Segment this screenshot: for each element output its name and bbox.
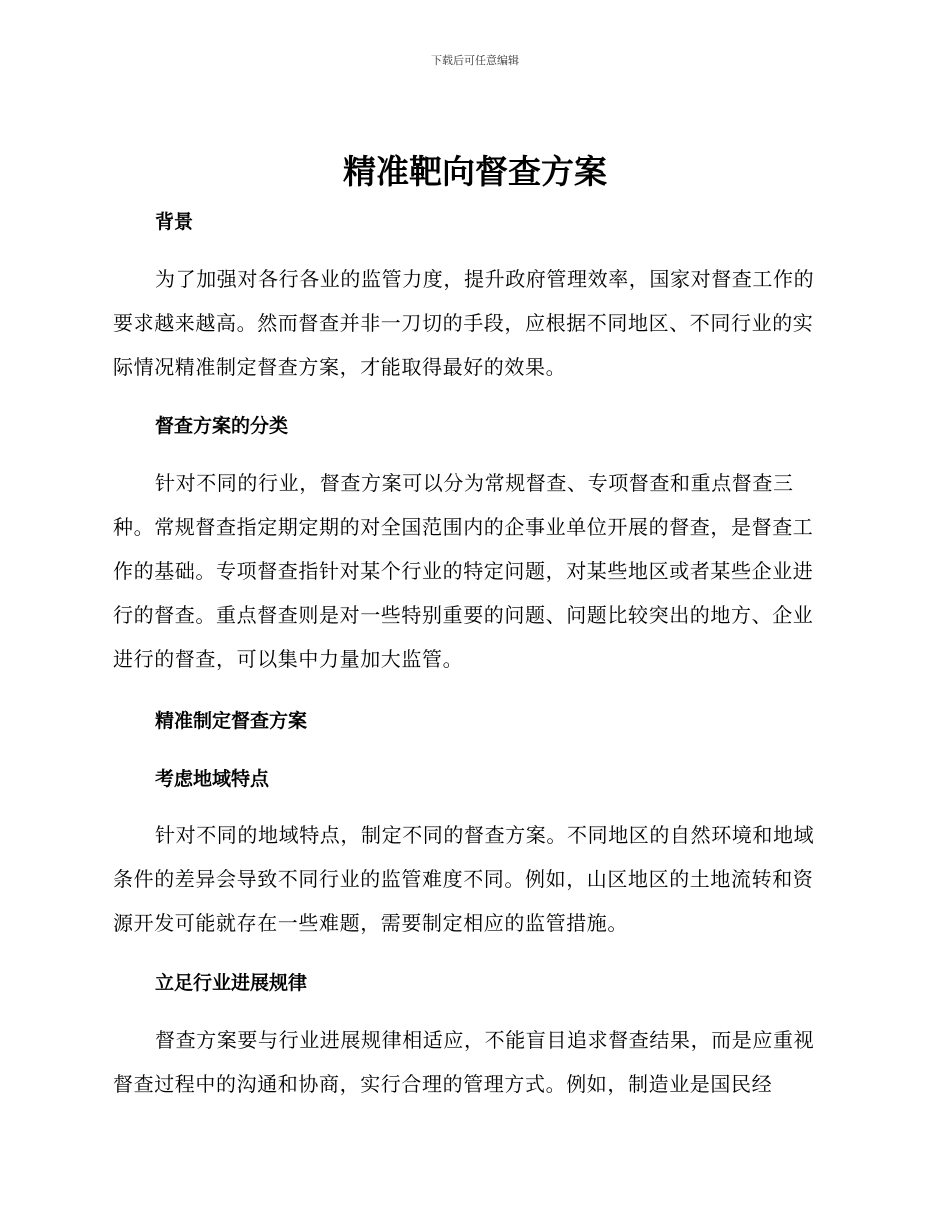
section-heading-background: 背景 (155, 211, 194, 233)
document-title: 精准靶向督查方案 (343, 152, 607, 191)
page-header: 下载后可任意编辑 (431, 54, 519, 67)
section-heading-precise-plan: 精准制定督查方案 (155, 710, 308, 732)
paragraph-regional-features: 针对不同的地域特点，制定不同的督查方案。不同地区的自然环境和地域条件的差异会导致不同行业的监管难度不同。例如，山区地区的土地流转和资源开发可能就存在一些难题，需要制定相应的监管措施。 (113, 823, 815, 935)
section-heading-industry-rules: 立足行业进展规律 (155, 972, 308, 994)
paragraph-background: 为了加强对各行各业的监管力度，提升政府管理效率，国家对督查工作的要求越来越高。然而督查并非一刀切的手段，应根据不同地区、不同行业的实际情况精准制定督查方案，才能取得最好的效果。 (113, 267, 815, 379)
paragraph-industry-rules: 督查方案要与行业进展规律相适应，不能盲目追求督查结果，而是应重视督查过程中的沟通和协商，实行合理的管理方式。例如，制造业是国民经 (113, 1028, 815, 1096)
section-heading-regional-features: 考虑地域特点 (155, 768, 270, 790)
section-heading-classification: 督查方案的分类 (155, 415, 289, 437)
paragraph-classification: 针对不同的行业，督查方案可以分为常规督查、专项督查和重点督查三种。常规督查指定期定期的对全国范围内的企事业单位开展的督查，是督查工作的基础。专项督查指针对某个行业的特定问题，对某些地区或者某些企业进行的督查。重点督查则是对一些特别重要的问题、问题比较突出的地方、企业进行的督查，可以集中力量加大监管。 (113, 471, 814, 671)
